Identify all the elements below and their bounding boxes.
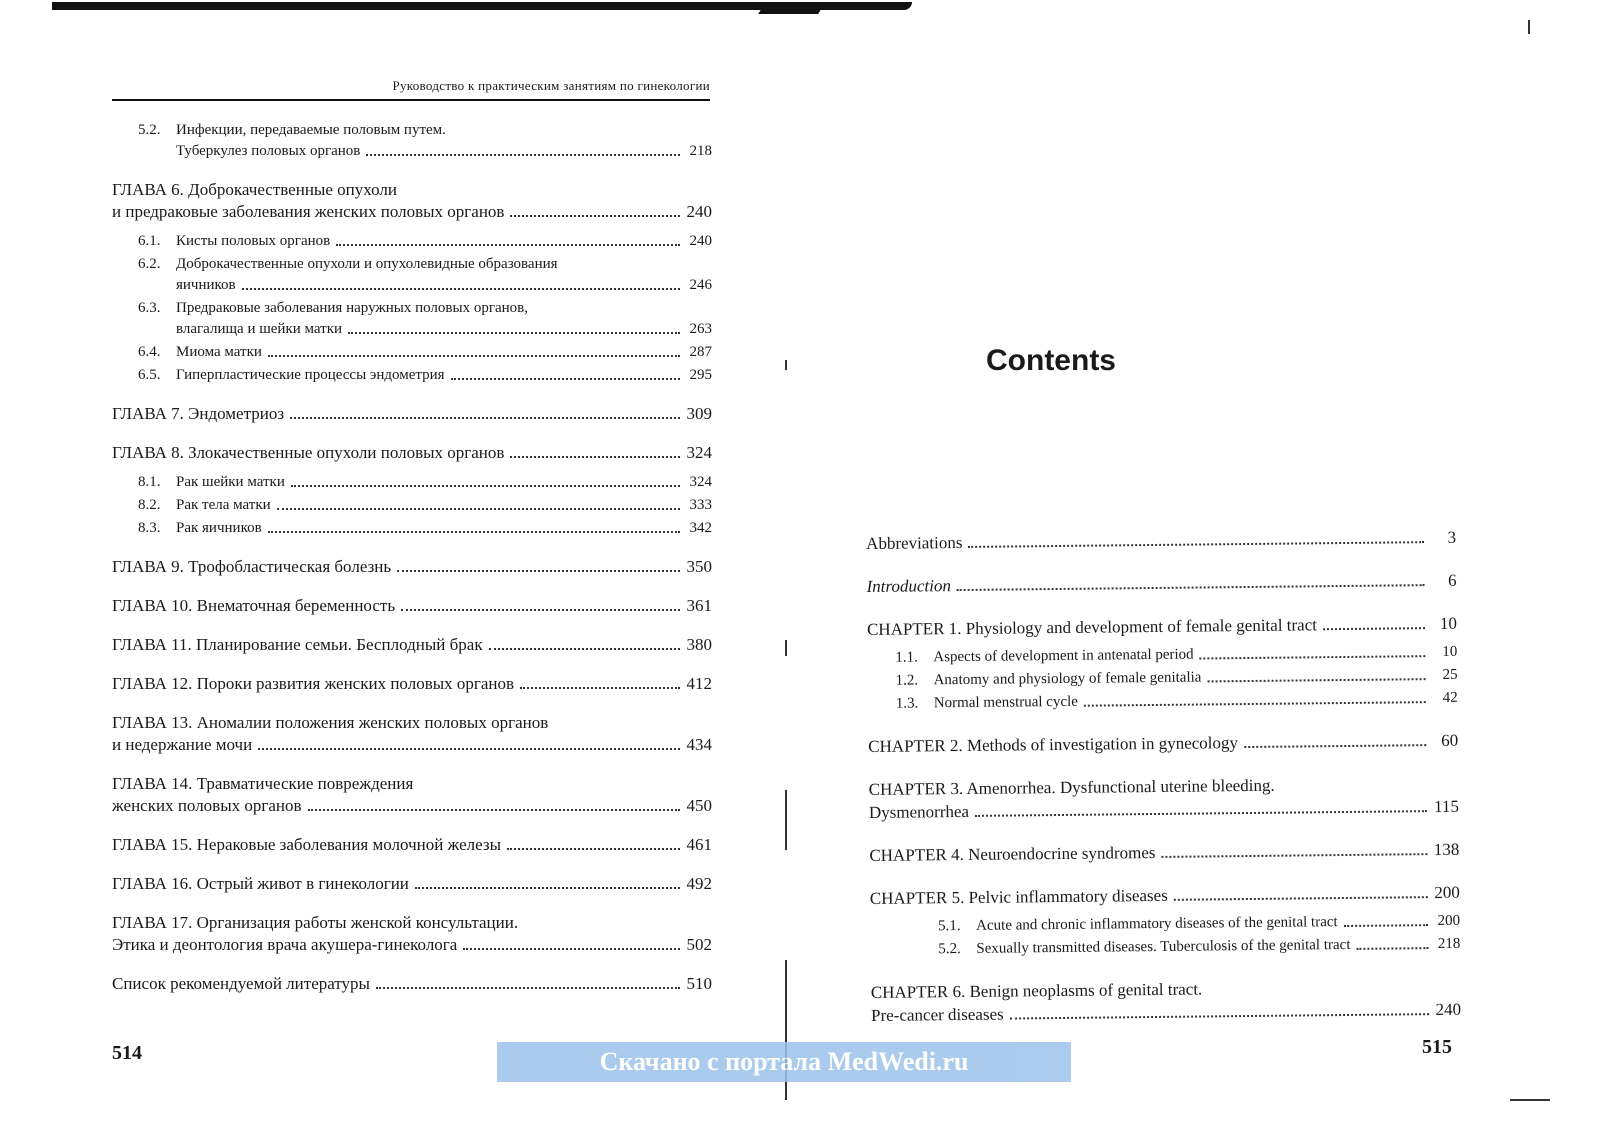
section-number: 5.2.: [138, 122, 161, 138]
page-ref: 450: [686, 796, 712, 815]
entry-title: ГЛАВА 11. Планирование семьи. Бесплодный брак: [112, 635, 483, 654]
page-ref: 10: [1442, 643, 1458, 660]
dot-leader: [268, 531, 680, 533]
dot-leader: [242, 288, 680, 290]
entry-title: ГЛАВА 13. Аномалии положения женских половых органов: [112, 713, 549, 732]
page-ref: 60: [1441, 730, 1459, 750]
page-ref: 295: [689, 367, 712, 383]
section-number: 1.3.: [895, 695, 919, 712]
gutter-mark: [785, 360, 787, 370]
page-number: 515: [1422, 1036, 1452, 1058]
section-number: 6.2.: [138, 256, 161, 272]
toc-line: [138, 120, 712, 141]
section-number: 6.1.: [138, 233, 161, 249]
page-ref: 309: [686, 404, 712, 423]
toc-subentry: [112, 495, 712, 516]
toc-line: [870, 881, 1460, 910]
dot-leader: [463, 948, 680, 950]
page-ref: 246: [689, 277, 712, 293]
toc-line: [112, 773, 712, 795]
toc-line: [938, 933, 1460, 960]
page-ref: 218: [689, 143, 712, 159]
entry-title: CHAPTER 1. Physiology and development of female genital tract: [866, 615, 1318, 639]
entry-title: Доброкачественные опухоли и опухолевидные образования: [176, 256, 558, 272]
toc-line: [138, 365, 712, 386]
dot-leader: [510, 215, 680, 217]
entry-title: ГЛАВА 7. Эндометриоз: [112, 404, 285, 423]
entry-title: Рак яичников: [176, 520, 262, 536]
entry-title: ГЛАВА 15. Нераковые заболевания молочной железы: [112, 835, 501, 854]
toc-line: [868, 729, 1458, 758]
page-ref: 434: [686, 735, 712, 754]
toc-line: [138, 141, 712, 162]
dot-leader: [291, 485, 680, 487]
dot-leader: [277, 508, 680, 510]
toc-chapter-entry: [112, 634, 712, 656]
entry-title: CHAPTER 3. Amenorrhea. Dysfunctional uterine bleeding.: [868, 775, 1275, 799]
page-ref: 492: [686, 874, 712, 893]
toc-line: [112, 179, 712, 201]
entry-title: Abbreviations: [866, 532, 963, 553]
section-number: 8.2.: [138, 497, 161, 513]
page-ref: 138: [1433, 839, 1460, 860]
toc-line: [112, 734, 712, 756]
entry-title: ГЛАВА 10. Внематочная беременность: [112, 596, 396, 615]
entry-title: Инфекции, передаваемые половым путем.: [176, 122, 446, 138]
toc-line: [138, 472, 712, 493]
toc-line: [112, 556, 712, 578]
toc-chapter-entry: [112, 556, 712, 578]
toc-line: [866, 569, 1456, 598]
dot-leader: [348, 332, 680, 334]
toc-chapter-entry: [112, 834, 712, 856]
page-ref: 510: [686, 974, 712, 993]
dot-leader: [489, 648, 680, 650]
toc-line: [138, 254, 712, 275]
toc-line: [867, 612, 1457, 641]
toc-line: [112, 673, 712, 695]
dot-leader: [451, 378, 680, 380]
toc-chapter-entry: [112, 973, 712, 995]
toc-line: [896, 687, 1458, 715]
dot-leader: [366, 154, 680, 156]
table-of-contents-en: [866, 526, 1461, 1027]
dot-leader: [1344, 924, 1428, 927]
page-ref: 6: [1447, 570, 1457, 590]
toc-subentry: [112, 298, 712, 340]
entry-title: CHAPTER 2. Methods of investigation in gynecology: [868, 733, 1239, 756]
entry-title: ГЛАВА 8. Злокачественные опухоли половых органов: [112, 443, 505, 462]
entry-title: и недержание мочи: [112, 735, 253, 754]
entry-title: Dysmenorrhea: [868, 801, 970, 822]
toc-chapter-entry: [869, 838, 1459, 867]
dot-leader: [957, 584, 1425, 591]
toc-line: [112, 795, 712, 817]
page-number: 514: [112, 1042, 142, 1064]
entry-title: ГЛАВА 9. Трофобластическая болезнь: [112, 557, 392, 576]
toc-line: [112, 712, 712, 734]
table-of-contents-ru: [112, 120, 712, 995]
entry-title: женских половых органов: [112, 796, 302, 815]
section-number: 6.4.: [138, 344, 161, 360]
toc-subentry: [112, 342, 712, 363]
page-ref: 287: [689, 344, 712, 360]
page-ref: 42: [1442, 689, 1458, 706]
toc-chapter-entry: [112, 712, 712, 756]
page-ref: 200: [1434, 882, 1460, 903]
entry-title: Sexually transmitted diseases. Tuberculosis of the genital tract: [976, 936, 1351, 957]
toc-line: [112, 634, 712, 656]
entry-title: Normal menstrual cycle: [933, 693, 1078, 712]
toc-line: [112, 934, 712, 956]
entry-title: Introduction: [866, 576, 952, 596]
dot-leader: [336, 244, 680, 246]
dot-leader: [290, 417, 680, 419]
toc-chapter-entry: [870, 881, 1460, 910]
toc-subentry: [112, 254, 712, 296]
page-ref: 263: [689, 321, 712, 337]
dot-leader: [1323, 627, 1425, 630]
gutter-mark: [785, 790, 787, 850]
toc-line: [112, 201, 712, 223]
page-ref: 200: [1437, 912, 1461, 930]
entry-title: CHAPTER 5. Pelvic inflammatory diseases: [869, 885, 1168, 908]
right-page: [800, 0, 1600, 1131]
section-number: 6.5.: [138, 367, 161, 383]
entry-title: влагалища и шейки матки: [176, 321, 343, 337]
toc-chapter-entry: [112, 912, 712, 956]
dot-leader: [1207, 678, 1425, 682]
toc-line: [138, 495, 712, 516]
entry-title: Aspects of development in antenatal period: [933, 646, 1194, 666]
dot-leader: [268, 355, 680, 357]
dot-leader: [376, 987, 680, 989]
page-ref: 380: [686, 635, 712, 654]
section-number: 6.3.: [138, 300, 161, 316]
dot-leader: [415, 887, 680, 889]
entry-title: ГЛАВА 6. Доброкачественные опухоли: [112, 180, 397, 199]
dot-leader: [1200, 655, 1426, 659]
entry-title: и предраковые заболевания женских половых органов: [112, 202, 505, 221]
toc-subentry: [112, 518, 712, 539]
page-ref: 361: [686, 596, 712, 615]
toc-subentry: [112, 365, 712, 386]
entry-title: ГЛАВА 16. Острый живот в гинекологии: [112, 874, 409, 893]
entry-title: Рак шейки матки: [176, 474, 285, 490]
running-head: Руководство к практическим занятиям по гинекологии: [392, 78, 710, 93]
entry-title: Этика и деонтология врача акушера-гинеколога: [112, 935, 458, 954]
entry-title: ГЛАВА 12. Пороки развития женских половых органов: [112, 674, 515, 693]
toc-subentry: [112, 472, 712, 493]
toc-chapter-entry: [871, 975, 1461, 1027]
dot-leader: [520, 687, 680, 689]
dot-leader: [1162, 853, 1428, 858]
toc-chapter-entry: [866, 526, 1456, 555]
toc-line: [112, 873, 712, 895]
toc-line: [112, 834, 712, 856]
entry-title: Список рекомендуемой литературы: [112, 974, 370, 993]
entry-title: Acute and chronic inflammatory diseases of the genital tract: [976, 914, 1338, 934]
page-ref: 3: [1447, 527, 1457, 547]
toc-line: [869, 795, 1459, 824]
toc-line: [112, 403, 712, 425]
section-number: 5.2.: [938, 941, 961, 958]
page-ref: 412: [686, 674, 712, 693]
toc-subentry: [112, 120, 712, 162]
toc-line: [871, 998, 1461, 1027]
entry-title: Миома матки: [176, 344, 262, 360]
toc-line: [138, 298, 712, 319]
toc-line: [112, 912, 712, 934]
page-ref: 218: [1437, 935, 1461, 953]
toc-line: [112, 973, 712, 995]
entry-title: Pre-cancer diseases: [870, 1004, 1004, 1025]
dot-leader: [1010, 1013, 1429, 1019]
page-ref: 324: [686, 443, 712, 462]
section-number: 5.1.: [938, 918, 961, 935]
entry-title: Кисты половых органов: [176, 233, 331, 249]
toc-chapter-entry: [867, 612, 1457, 641]
page-ref: 342: [689, 520, 712, 536]
entry-title: Гиперпластические процессы эндометрия: [176, 367, 445, 383]
toc-line: [866, 526, 1456, 555]
toc-chapter-entry: [866, 569, 1456, 598]
page-ref: 502: [686, 935, 712, 954]
toc-chapter-entry: [112, 595, 712, 617]
entry-title: яичников: [176, 277, 236, 293]
dot-leader: [975, 810, 1427, 817]
entry-title: ГЛАВА 14. Травматические повреждения: [112, 774, 414, 793]
toc-line: [138, 342, 712, 363]
toc-subentry: [112, 231, 712, 252]
page-ref: 25: [1442, 666, 1458, 683]
entry-title: Предраковые заболевания наружных половых органов,: [176, 300, 528, 316]
section-number: 8.1.: [138, 474, 161, 490]
dot-leader: [510, 456, 680, 458]
entry-title: Рак тела матки: [176, 497, 271, 513]
page-ref: 240: [1435, 999, 1462, 1020]
page-ref: 324: [689, 474, 712, 490]
section-number: 1.1.: [895, 649, 918, 666]
header-rule: [112, 99, 710, 101]
contents-title: Contents: [986, 344, 1116, 377]
toc-chapter-entry: [869, 772, 1459, 824]
watermark-banner: Скачано с портала MedWedi.ru: [497, 1042, 1071, 1082]
dot-leader: [258, 748, 680, 750]
toc-line: [112, 595, 712, 617]
toc-line: [138, 319, 712, 340]
toc-chapter-entry: [112, 873, 712, 895]
toc-chapter-entry: [112, 773, 712, 817]
dot-leader: [401, 609, 680, 611]
section-number: 8.3.: [138, 520, 161, 536]
dot-leader: [1174, 896, 1428, 901]
toc-line: [138, 231, 712, 252]
toc-line: [138, 518, 712, 539]
toc-chapter-entry: [868, 729, 1458, 758]
dot-leader: [968, 541, 1424, 548]
entry-title: Anatomy and physiology of female genitalia: [933, 669, 1202, 689]
entry-title: ГЛАВА 17. Организация работы женской консультации.: [112, 913, 519, 932]
dot-leader: [308, 809, 680, 811]
dot-leader: [507, 848, 680, 850]
entry-title: Туберкулез половых органов: [176, 143, 361, 159]
page-ref: 240: [686, 202, 712, 221]
dot-leader: [1356, 947, 1428, 950]
page-ref: 115: [1433, 796, 1460, 817]
dot-leader: [1244, 744, 1426, 748]
toc-chapter-entry: [112, 403, 712, 425]
toc-chapter-entry: [112, 179, 712, 223]
toc-line: [869, 838, 1459, 867]
section-number: 1.2.: [895, 672, 919, 689]
toc-line: [138, 275, 712, 296]
page-ref: 333: [689, 497, 712, 513]
page-ref: 461: [686, 835, 712, 854]
dot-leader: [1084, 701, 1426, 707]
page-ref: 10: [1439, 613, 1458, 633]
gutter-mark: [785, 640, 787, 656]
toc-line: [112, 442, 712, 464]
entry-title: CHAPTER 6. Benign neoplasms of genital tract.: [870, 979, 1203, 1002]
dot-leader: [397, 570, 680, 572]
toc-chapter-entry: [112, 673, 712, 695]
page-ref: 350: [686, 557, 712, 576]
page-ref: 240: [689, 233, 712, 249]
entry-title: CHAPTER 4. Neuroendocrine syndromes: [869, 842, 1156, 865]
toc-chapter-entry: [112, 442, 712, 464]
